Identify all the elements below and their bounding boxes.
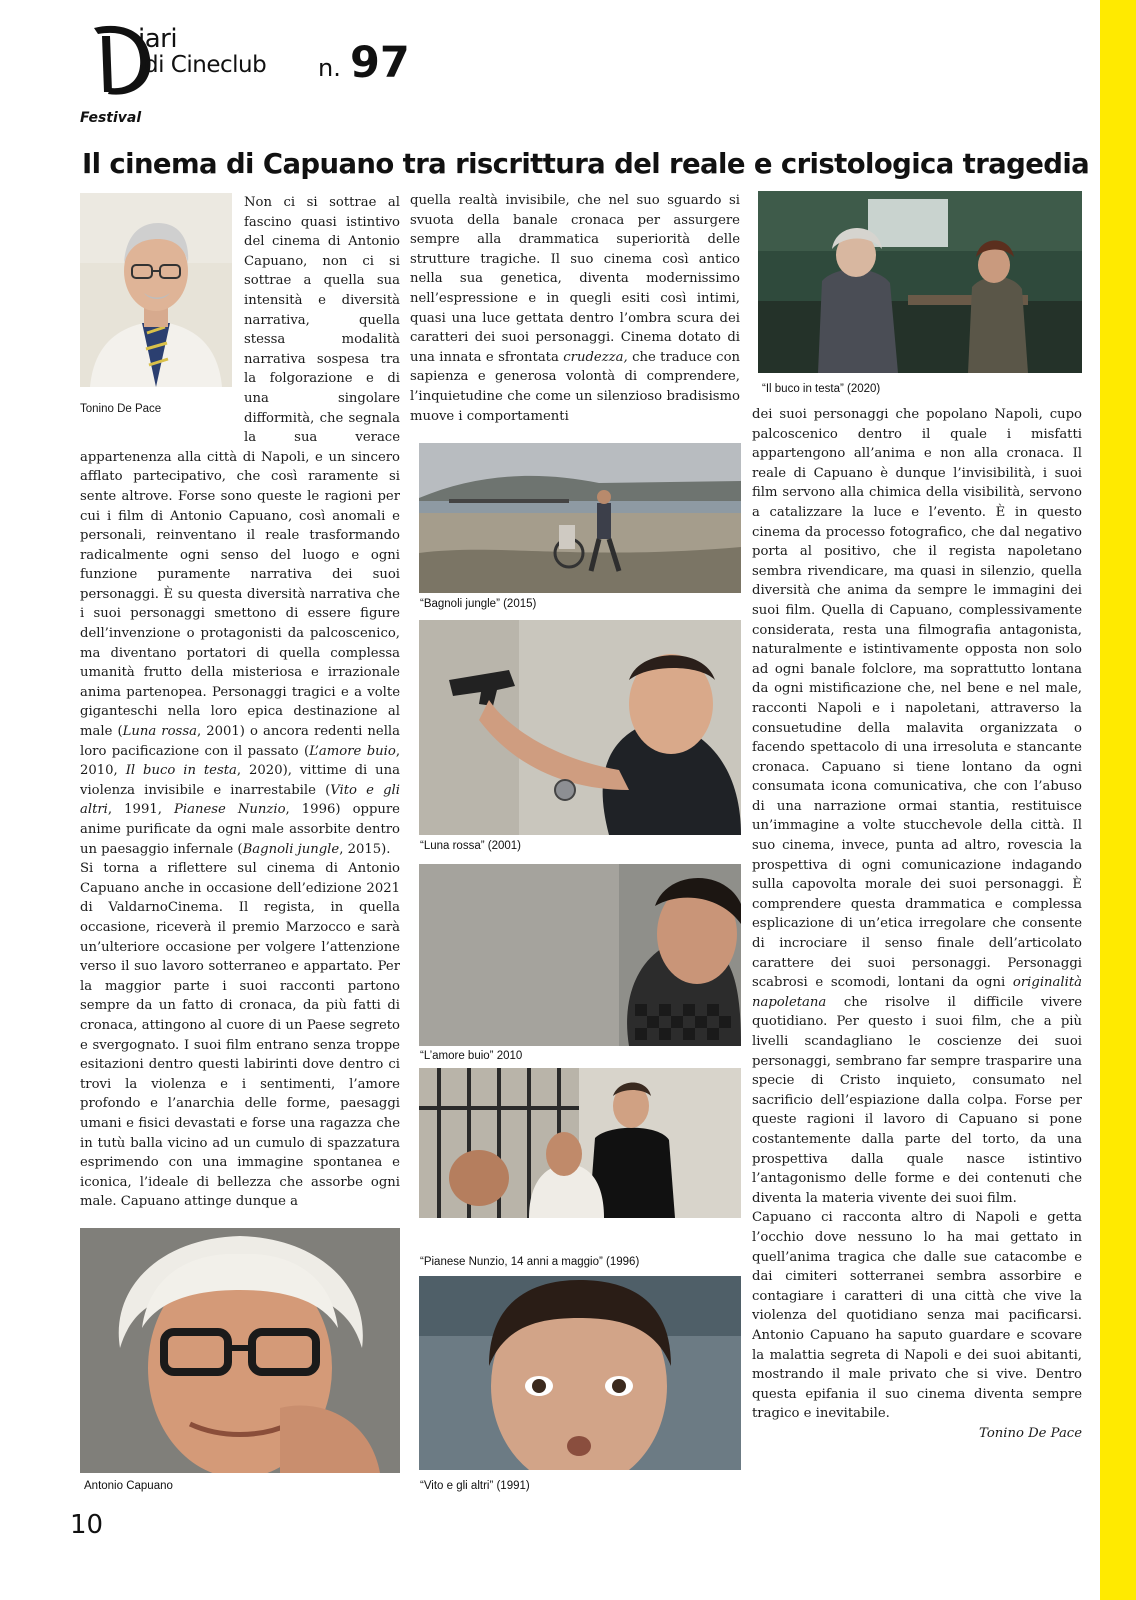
yellow-side-strip (1100, 0, 1136, 1600)
masthead (88, 20, 448, 105)
pianese-nunzio-caption: “Pianese Nunzio, 14 anni a maggio” (1996) (420, 1256, 640, 1268)
il-buco-in-testa-photo (758, 191, 1082, 373)
section-label: Festival (80, 110, 142, 126)
page-number: 10 (70, 1510, 104, 1540)
article-title: Il cinema di Capuano tra riscrittura del reale e cristologica tragedia (82, 148, 1090, 180)
author-photo (80, 193, 232, 387)
author-photo-caption: Tonino De Pace (80, 402, 162, 415)
lamore-buio-photo (419, 864, 741, 1046)
pianese-nunzio-photo (419, 1068, 741, 1218)
vito-e-gli-altri-caption: “Vito e gli altri” (1991) (420, 1480, 530, 1492)
bagnoli-jungle-photo (419, 443, 741, 593)
paragraph-4: dei suoi personaggi che popolano Napoli, cupo palcoscenico dentro il quale i misfatti appartengono all’anima e non alla cronaca. Il reale di Capuano è dunque l’invisibilità, i suoi film servono alla chimica della visibilità, servono a catalizzare la luce e l’evento. È in questo cinema da processo fotografico, che dal negativo porta al positivo, che il regista napoletano sembra rivendicare, ma quasi in silenzio, quella diversità che anima da sempre le immagini dei suoi film. Quella di Capuano, complessivamente considerata, resta una filmografia antagonista, naturalmente e istintivamente opposta non solo ad ogni banale folclore, ma soprattutto lontana da ogni mistificazione che, nel bene e nel male, racconti Napoli e i napoletani, attraverso la consuetudine della malavita organizzata o facendo spettacolo di una irresoluta e stancante cronaca. Capuano si tiene lontano da ogni consumata icona comunicativa, che con l’abuso di una narrazione ormai stantia, restituisce un’immagine a volte stucchevole della città. Il suo cinema, invece, punta ad altro, rovescia la prospettiva di ogni comunicazione indagando sulla capovolta morale dei suoi personaggi. È comprendere questa drammatica e complessa esplicazione di un’etica irregolare che consente di incrociare il senso finale dell’articolato carattere dei suoi personaggi. Personaggi scabrosi e scomodi, lontani da ogni originalità napoletana che risolve il difficile vivere quotidiano. Per questo i suoi film, che a più livelli scandagliano le coscienze dei suoi personaggi, sembrano far sempre trasparire una specie di Cristo inquieto, consumato nel sacrificio dell’espiazione dalla colpa. Forse per queste ragioni il lavoro di Capuano si pone costantemente dalla parte del torto, da una prospettiva dalla quale nasce istintivo l’antagonismo delle forme e dei contenuti che diventa la materia vivente dei suoi film. (752, 407, 1082, 1206)
issue-number: 97 (350, 38, 410, 88)
lamore-buio-caption: “L’amore buio” 2010 (420, 1050, 523, 1062)
article-column-3 (752, 405, 1082, 1451)
paragraph-3: quella realtà invisibile, che nel suo sguardo si svuota della banale cronaca per assurgere sempre alla drammatica superiorità delle strutture tragiche. Il suo cinema così antico nella sua genetica, diventa modernissimo nell’espressione e in quegli esiti così intimi, quasi una luce gettata dentro l’ombra scura dei caratteri dei suoi personaggi. Cinema dotato di una innata e sfrontata crudezza, che traduce con sapienza e generosa volontà di comprendere, l’inquietudine che come un silenzioso bradisismo muove i comportamenti (410, 193, 740, 423)
antonio-capuano-photo (80, 1228, 400, 1473)
luna-rossa-caption: “Luna rossa” (2001) (420, 840, 521, 852)
paragraph-2: Si torna a riflettere sul cinema di Antonio Capuano anche in occasione dell’edizione 2021 di ValdarnoCinema. Il regista, in quella occasione, riceverà il premio Marzocco e sarà un’ulteriore occasione per volgere l’attenzione verso il suo lavoro sotterraneo e appartato. Per la maggior parte i suoi racconti partono sempre da un fatto di cronaca, da più fatti di cronaca, attingono al cuore di un Paese segreto e svergognato. I suoi film entrano senza troppe esitazioni dentro questi labirinti dove dentro ci trovi la violenza e i sentimenti, l’amore profondo e l’anarchia delle forme, paesaggi umani e fisici devastati e forse una ragazza che in tutù balla vicino ad un cumulo di spazzatura esprimendo con una immagine spontanea e iconica, l’ideale di bellezza che assorbe ogni male. Capuano attinge dunque a (80, 861, 400, 1210)
luna-rossa-photo (419, 620, 741, 835)
il-buco-in-testa-caption: “Il buco in testa” (2020) (762, 383, 881, 395)
article-column-1 (80, 193, 400, 1211)
logo-text-iari: iari (138, 24, 178, 54)
antonio-capuano-caption: Antonio Capuano (84, 1480, 173, 1492)
issue-prefix: n. (318, 54, 341, 82)
bagnoli-jungle-caption: “Bagnoli jungle” (2015) (420, 598, 537, 610)
author-photo-block (80, 193, 236, 429)
vito-e-gli-altri-photo (419, 1276, 741, 1470)
paragraph-5: Capuano ci racconta altro di Napoli e getta l’occhio dove nessuno lo ha mai gettato in quell’anima tragica che dalle sue catacombe e dai cimiteri sotterranei sembra assorbire e contagiare i caratteri di una città che vive la violenza del quotidiano senza mai pacificarsi. Antonio Capuano ha saputo guardare e scovare la malattia segreta di Napoli e dei suoi abitanti, mostrando il male privato che si vive. Dentro questa epifania il suo cinema diventa sempre tragico e inevitabile. (752, 1210, 1082, 1422)
logo-text-cineclub: di Cineclub (144, 52, 267, 78)
author-signature: Tonino De Pace (979, 1425, 1082, 1441)
article-column-2 (410, 191, 740, 423)
paragraph-1: Non ci si sottrae al fascino quasi istintivo del cinema di Antonio Capuano, non ci si sottrae a quella sua intensità e diversità narrativa, quella stessa modalità narrativa sospesa tra la folgorazione e di una singolare difformità, che segnala la sua verace appartenenza alla città di Napoli, e un sincero afflato partecipativo, che così raramente si sente altrove. Forse sono queste le ragioni per cui i film di Antonio Capuano, così anomali e personali, reinventano il reale trasformando radicalmente ogni senso del luogo e ogni funzione puramente narrativa dei suoi personaggi. È su questa diversità narrativa che i suoi personaggi smettono di essere figure dell’invenzione o protagonisti da palcoscenico, ma diventano portatori di quella complessa umanità frutto della misteriosa e irrazionale anima partenopea. Personaggi tragici e a volte giganteschi nella loro epica destinazione al male (Luna rossa, 2001) o ancora redenti nella loro pacificazione con il passato (L’amore buio, 2010, Il buco in testa, 2020), vittime di una violenza invisibile e inarrestabile (Vito e gli altri, 1991, Pianese Nunzio, 1996) oppure anime purificate da ogni male assorbite dentro un paesaggio infernale (Bagnoli jungle, 2015). (80, 195, 400, 857)
